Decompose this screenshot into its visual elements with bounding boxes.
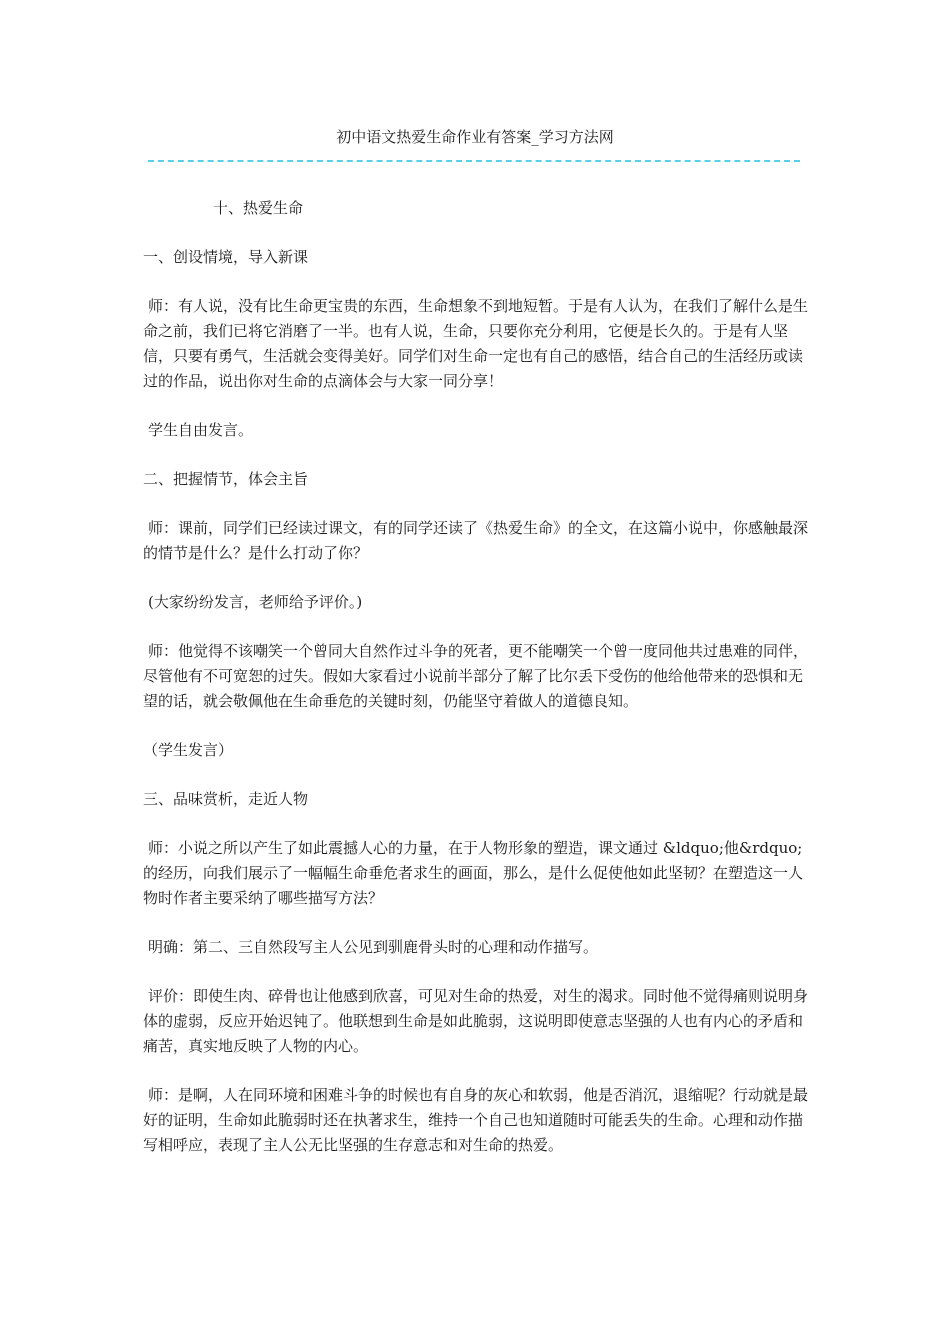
paragraph-teacher-analysis: 师：小说之所以产生了如此震撼人心的力量，在于人物形象的塑造，课文通过 &ldquo;他&rdquo;的经历，向我们展示了一幅幅生命垂危者求生的画面，那么，是什么促使他如此坚韧？在塑造这一人物时作者主要采纳了哪些描写方法？ xyxy=(143,839,804,907)
document-body xyxy=(143,196,809,1182)
paragraph-teacher-comment: 师：他觉得不该嘲笑一个曾同大自然作过斗争的死者，更不能嘲笑一个曾一度同他共过患难的同伴，尽管他有不可宽恕的过失。假如大家看过小说前半部分了解了比尔丢下受伤的他给他带来的恐惧和无望的话，就会敬佩他在生命垂危的关键时刻，仍能坚守着做人的道德良知。 xyxy=(143,642,809,710)
paragraph-class-discussion: (大家纷纷发言，老师给予评价。) xyxy=(148,593,363,611)
paragraph-clarification: 明确：第二、三自然段写主人公见到驯鹿骨头时的心理和动作描写。 xyxy=(148,938,599,956)
section-heading-3: 三、品味赏析，走近人物 xyxy=(143,790,309,808)
page-title: 初中语文热爱生命作业有答案_学习方法网 xyxy=(336,128,614,146)
paragraph-teacher-intro: 师：有人说，没有比生命更宝贵的东西，生命想象不到地短暂。于是有人认为，在我们了解什么是生命之前，我们已将它消磨了一半。也有人说，生命，只要你充分利用，它便是长久的。于是有人坚信，只要有勇气，生活就会变得美好。同学们对生命一定也有自己的感悟，结合自己的生活经历或读过的作品，说出你对生命的点滴体会与大家一同分享！ xyxy=(143,297,809,390)
paragraph-evaluation: 评价：即使生肉、碎骨也让他感到欣喜，可见对生命的热爱，对生的渴求。同时他不觉得痛则说明身体的虚弱，反应开始迟钝了。他联想到生命是如此脆弱，这说明即使意志坚强的人也有内心的矛盾和痛苦，真实地反映了人物的内心。 xyxy=(143,987,809,1055)
paragraph-teacher-summary: 师：是啊，人在同环境和困难斗争的时候也有自身的灰心和软弱，他是否消沉，退缩呢？行动就是最好的证明，生命如此脆弱时还在执著求生，维持一个自己也知道随时可能丢失的生命。心理和动作描写相呼应，表现了主人公无比坚强的生存意志和对生命的热爱。 xyxy=(143,1086,809,1154)
section-heading-2: 二、把握情节，体会主旨 xyxy=(143,470,309,488)
section-heading-1: 一、创设情境，导入新课 xyxy=(143,248,309,266)
paragraph-student-speak: 学生自由发言。 xyxy=(148,421,254,439)
chapter-heading: 十、热爱生命 xyxy=(213,199,304,217)
paragraph-teacher-question: 师：课前，同学们已经读过课文，有的同学还读了《热爱生命》的全文，在这篇小说中，你感触最深的情节是什么？是什么打动了你？ xyxy=(143,519,809,562)
paragraph-student-speak-2: （学生发言） xyxy=(143,741,234,759)
title-divider xyxy=(148,160,800,162)
